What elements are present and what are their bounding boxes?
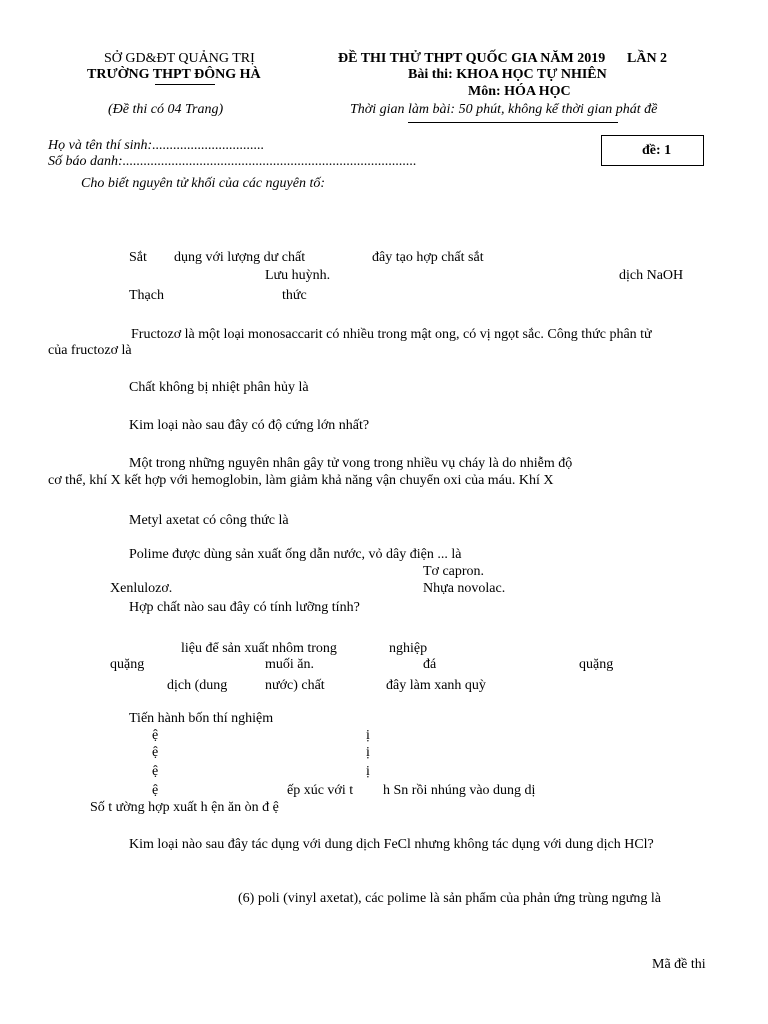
q1-word-3: đây tạo hợp chất sắt [372,250,484,265]
q7-option-d: Nhựa novolac. [423,581,506,596]
q8-text: Hợp chất nào sau đây có tính lưỡng tính? [129,600,360,615]
q2-text-cont: của fructozơ là [48,343,132,358]
school-name: TRƯỜNG THPT ĐÔNG HÀ [87,67,261,82]
exam-part: Bài thi: KHOA HỌC TỰ NHIÊN [408,67,607,82]
exam-code-box [601,135,704,166]
q11-exp4-text-b: h Sn rồi nhúng vào dung dị [383,783,536,798]
q9-option-c: đá [423,657,437,672]
q1-next-a: Thạch [129,288,164,303]
q1-option-b: Lưu huỳnh. [265,268,331,283]
q12-text: Kim loại nào sau đây tác dụng với dung dịch FeCl nhưng không tác dụng với dung dịch HCl? [129,837,654,852]
dept-name: SỞ GD&ĐT QUẢNG TRỊ [104,51,255,66]
exam-attempt: LẦN 2 [627,51,668,66]
q11-exp2-fragment: ệ [152,745,159,760]
q11-exp1-fragment: ệ [152,728,159,743]
q11-exp4-fragment: ệ [152,783,159,798]
q1-option-d: dịch NaOH [619,268,684,283]
time-note: Thời gian làm bài: 50 phút, không kể thời gian phát đề [350,102,658,117]
q9-text-a: liệu để sản xuất nhôm trong [181,641,337,656]
q10-text-c: đây làm xanh quỳ [386,678,486,693]
q1-next-b: thức [282,288,307,303]
q11-exp3-fragment: ệ [152,764,159,779]
pages-note: (Đề thi có 04 Trang) [108,102,224,117]
exam-code-footer: Mã đề thi [652,957,706,972]
time-underline [408,122,618,123]
atomic-mass-intro: Cho biết nguyên tử khối của các nguyên tố: [81,176,326,191]
q7-option-c: Xenlulozơ. [110,581,173,596]
q9-option-b: muối ăn. [265,657,314,672]
q13-text: (6) poli (vinyl axetat), các polime là sản phẩm của phản ứng trùng ngưng là [238,891,661,906]
q10-text-b: nước) chất [265,678,325,693]
q1-word-1: Sắt [129,250,147,265]
q4-text: Kim loại nào sau đây có độ cứng lớn nhất? [129,418,370,433]
school-underline [155,84,215,85]
q5-text-cont: cơ thể, khí X kết hợp với hemoglobin, làm giảm khả năng vận chuyển oxi của máu. Khí X [48,473,554,488]
q11-text: Tiến hành bốn thí nghiệm [129,711,274,726]
q7-text: Polime được dùng sản xuất ống dẫn nước, vỏ dây điện ... là [129,547,462,562]
q11-count-text: Số t ường hợp xuất h ện ăn òn đ ệ [90,800,279,815]
candidate-name-line: Họ và tên thí sinh:................................ [48,138,265,153]
candidate-id-line: Số báo danh:.................................................................................... [48,154,417,169]
exam-code: đề: 1 [642,143,672,158]
q1-word-2: dụng với lượng dư chất [174,250,306,265]
q11-exp1-fragment-b: ị [366,728,370,743]
q11-exp4-text-a: ếp xúc với t [287,783,354,798]
q5-text: Một trong những nguyên nhân gây tử vong trong nhiều vụ cháy là do nhiễm độ [129,456,573,471]
q7-option-b: Tơ capron. [423,564,485,579]
q9-text-b: nghiệp [389,641,428,656]
q10-text-a: dịch (dung [167,678,228,693]
q6-text: Metyl axetat có công thức là [129,513,289,528]
q9-option-a: quặng [110,657,145,672]
q11-exp2-fragment-b: ị [366,745,370,760]
q3-text: Chất không bị nhiệt phân hủy là [129,380,309,395]
q2-text: Fructozơ là một loại monosaccarit có nhiều trong mật ong, có vị ngọt sắc. Công thức phân tử [131,327,652,342]
exam-subject: Môn: HÓA HỌC [468,84,571,99]
q11-exp3-fragment-b: ị [366,764,370,779]
q9-option-d: quặng [579,657,614,672]
exam-title: ĐỀ THI THỬ THPT QUỐC GIA NĂM 2019 [338,51,606,66]
